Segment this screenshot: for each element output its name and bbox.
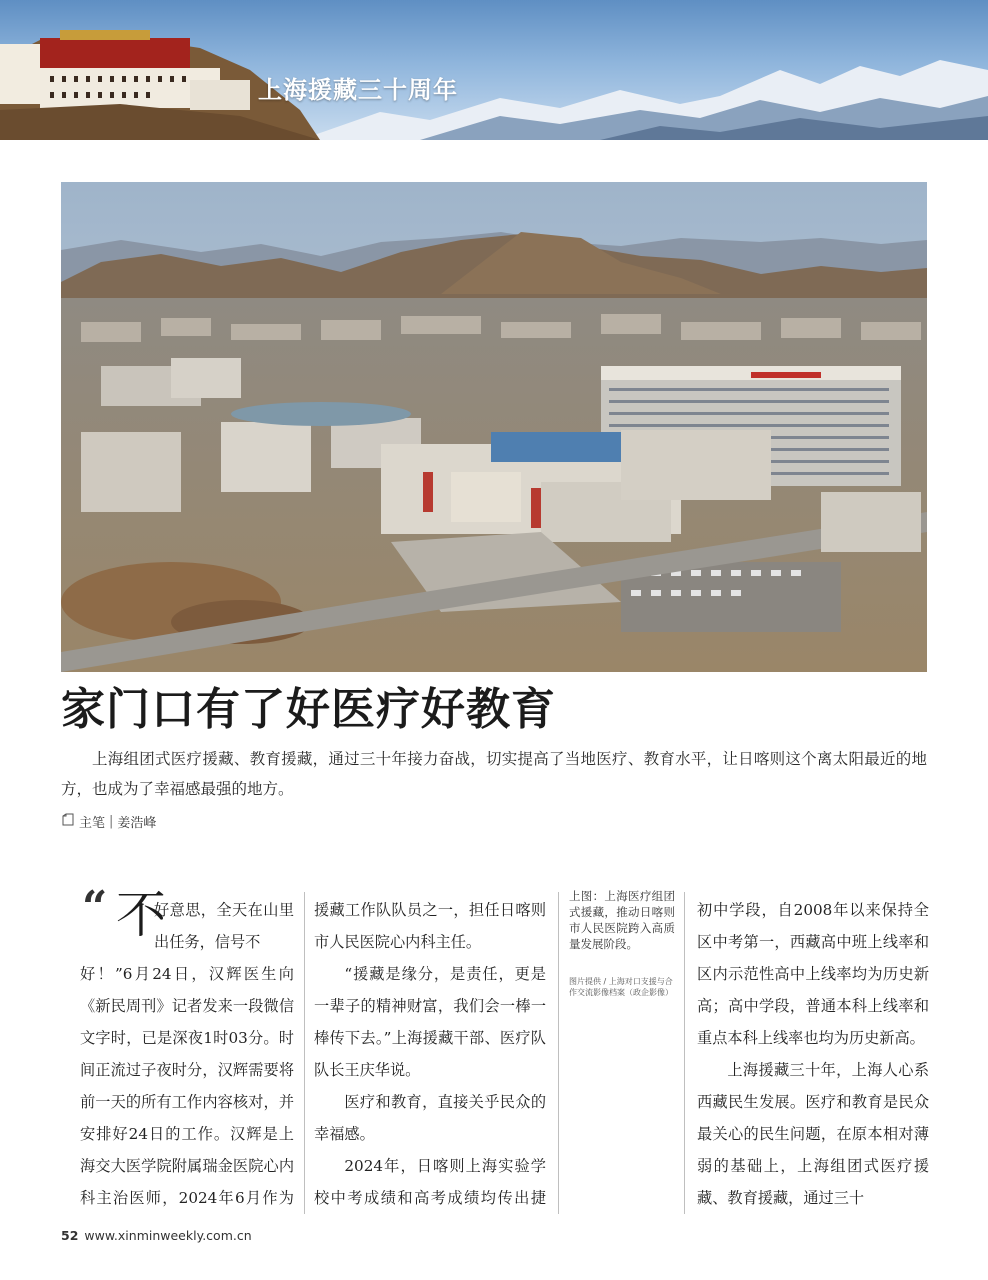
body-paragraph: 援藏工作队队员之一，担任日喀则市人民医院心内科主任。 xyxy=(314,901,546,951)
body-paragraph: 医疗和教育，直接关乎民众的幸福感。 xyxy=(314,1093,546,1143)
body-paragraph: 上海援藏三十年，上海人心系西藏民生发展。医疗和教育是民众最关心的民生问题，在原本相对薄弱的基础上，上海组团式医疗援藏、教育援藏，通过三十 xyxy=(697,1061,929,1207)
header-banner xyxy=(0,0,988,140)
body-column-1 xyxy=(80,958,294,1220)
banner-landscape-image xyxy=(0,0,988,140)
body-col1-first-lines: 好意思，全天在山里出任务，信号不 xyxy=(154,901,294,951)
column-divider xyxy=(684,892,685,1214)
photo-caption: 上图：上海医疗组团式援藏，推动日喀则市人民医院跨入高质量发展阶段。 xyxy=(569,889,675,951)
body-paragraph: 2024年，日喀则上海实验学校中考成绩和高考成绩均传出捷 xyxy=(314,1157,546,1207)
body-paragraph: 好！”6月24日，汉辉医生向《新民周刊》记者发来一段微信文字时，已是深夜1时03分。时间正流过子夜时分，汉辉需要将前一天的所有工作内容核对，并安排好24日的工作。汉辉是上海交大医学院附属瑞金医院心内科主治医师，2024年6月作为 xyxy=(80,965,294,1207)
website-link[interactable]: www.xinminweekly.com.cn xyxy=(84,1228,252,1243)
column-divider xyxy=(304,892,305,1214)
body-column-2 xyxy=(314,894,546,1219)
byline xyxy=(61,812,156,831)
photo-credit: 图片提供 / 上海对口支援与合作交流影像档案（政企影像） xyxy=(569,977,673,997)
section-title: 上海援藏三十周年 xyxy=(258,75,458,104)
article-headline: 家门口有了好医疗好教育 xyxy=(61,684,556,735)
drop-cap: 不 xyxy=(116,886,166,944)
pen-icon xyxy=(61,813,75,831)
page-number: 52 xyxy=(61,1228,79,1243)
page-footer xyxy=(61,1228,252,1243)
byline-role: 主笔 xyxy=(79,816,106,831)
body-paragraph: 初中学段，自2008年以来保持全区中考第一，西藏高中班上线率和区内示范性高中上线率均为历史新高；高中学段，普通本科上线率和重点本科上线率也均为历史新高。 xyxy=(697,901,929,1047)
column-divider xyxy=(558,892,559,1214)
byline-separator: | xyxy=(109,814,114,829)
body-paragraph: “援藏是缘分，是责任，更是一辈子的精神财富，我们会一棒一棒传下去。”上海援藏干部、医疗队队长王庆华说。 xyxy=(314,965,546,1079)
byline-author: 姜浩峰 xyxy=(117,816,157,831)
article-lead: 上海组团式医疗援藏、教育援藏，通过三十年接力奋战，切实提高了当地医疗、教育水平，让日喀则这个离太阳最近的地方，也成为了幸福感最强的地方。 xyxy=(61,750,927,798)
opening-quote-mark: “ xyxy=(82,882,108,933)
hospital-aerial-photo xyxy=(61,182,927,672)
body-column-3 xyxy=(697,894,929,1219)
